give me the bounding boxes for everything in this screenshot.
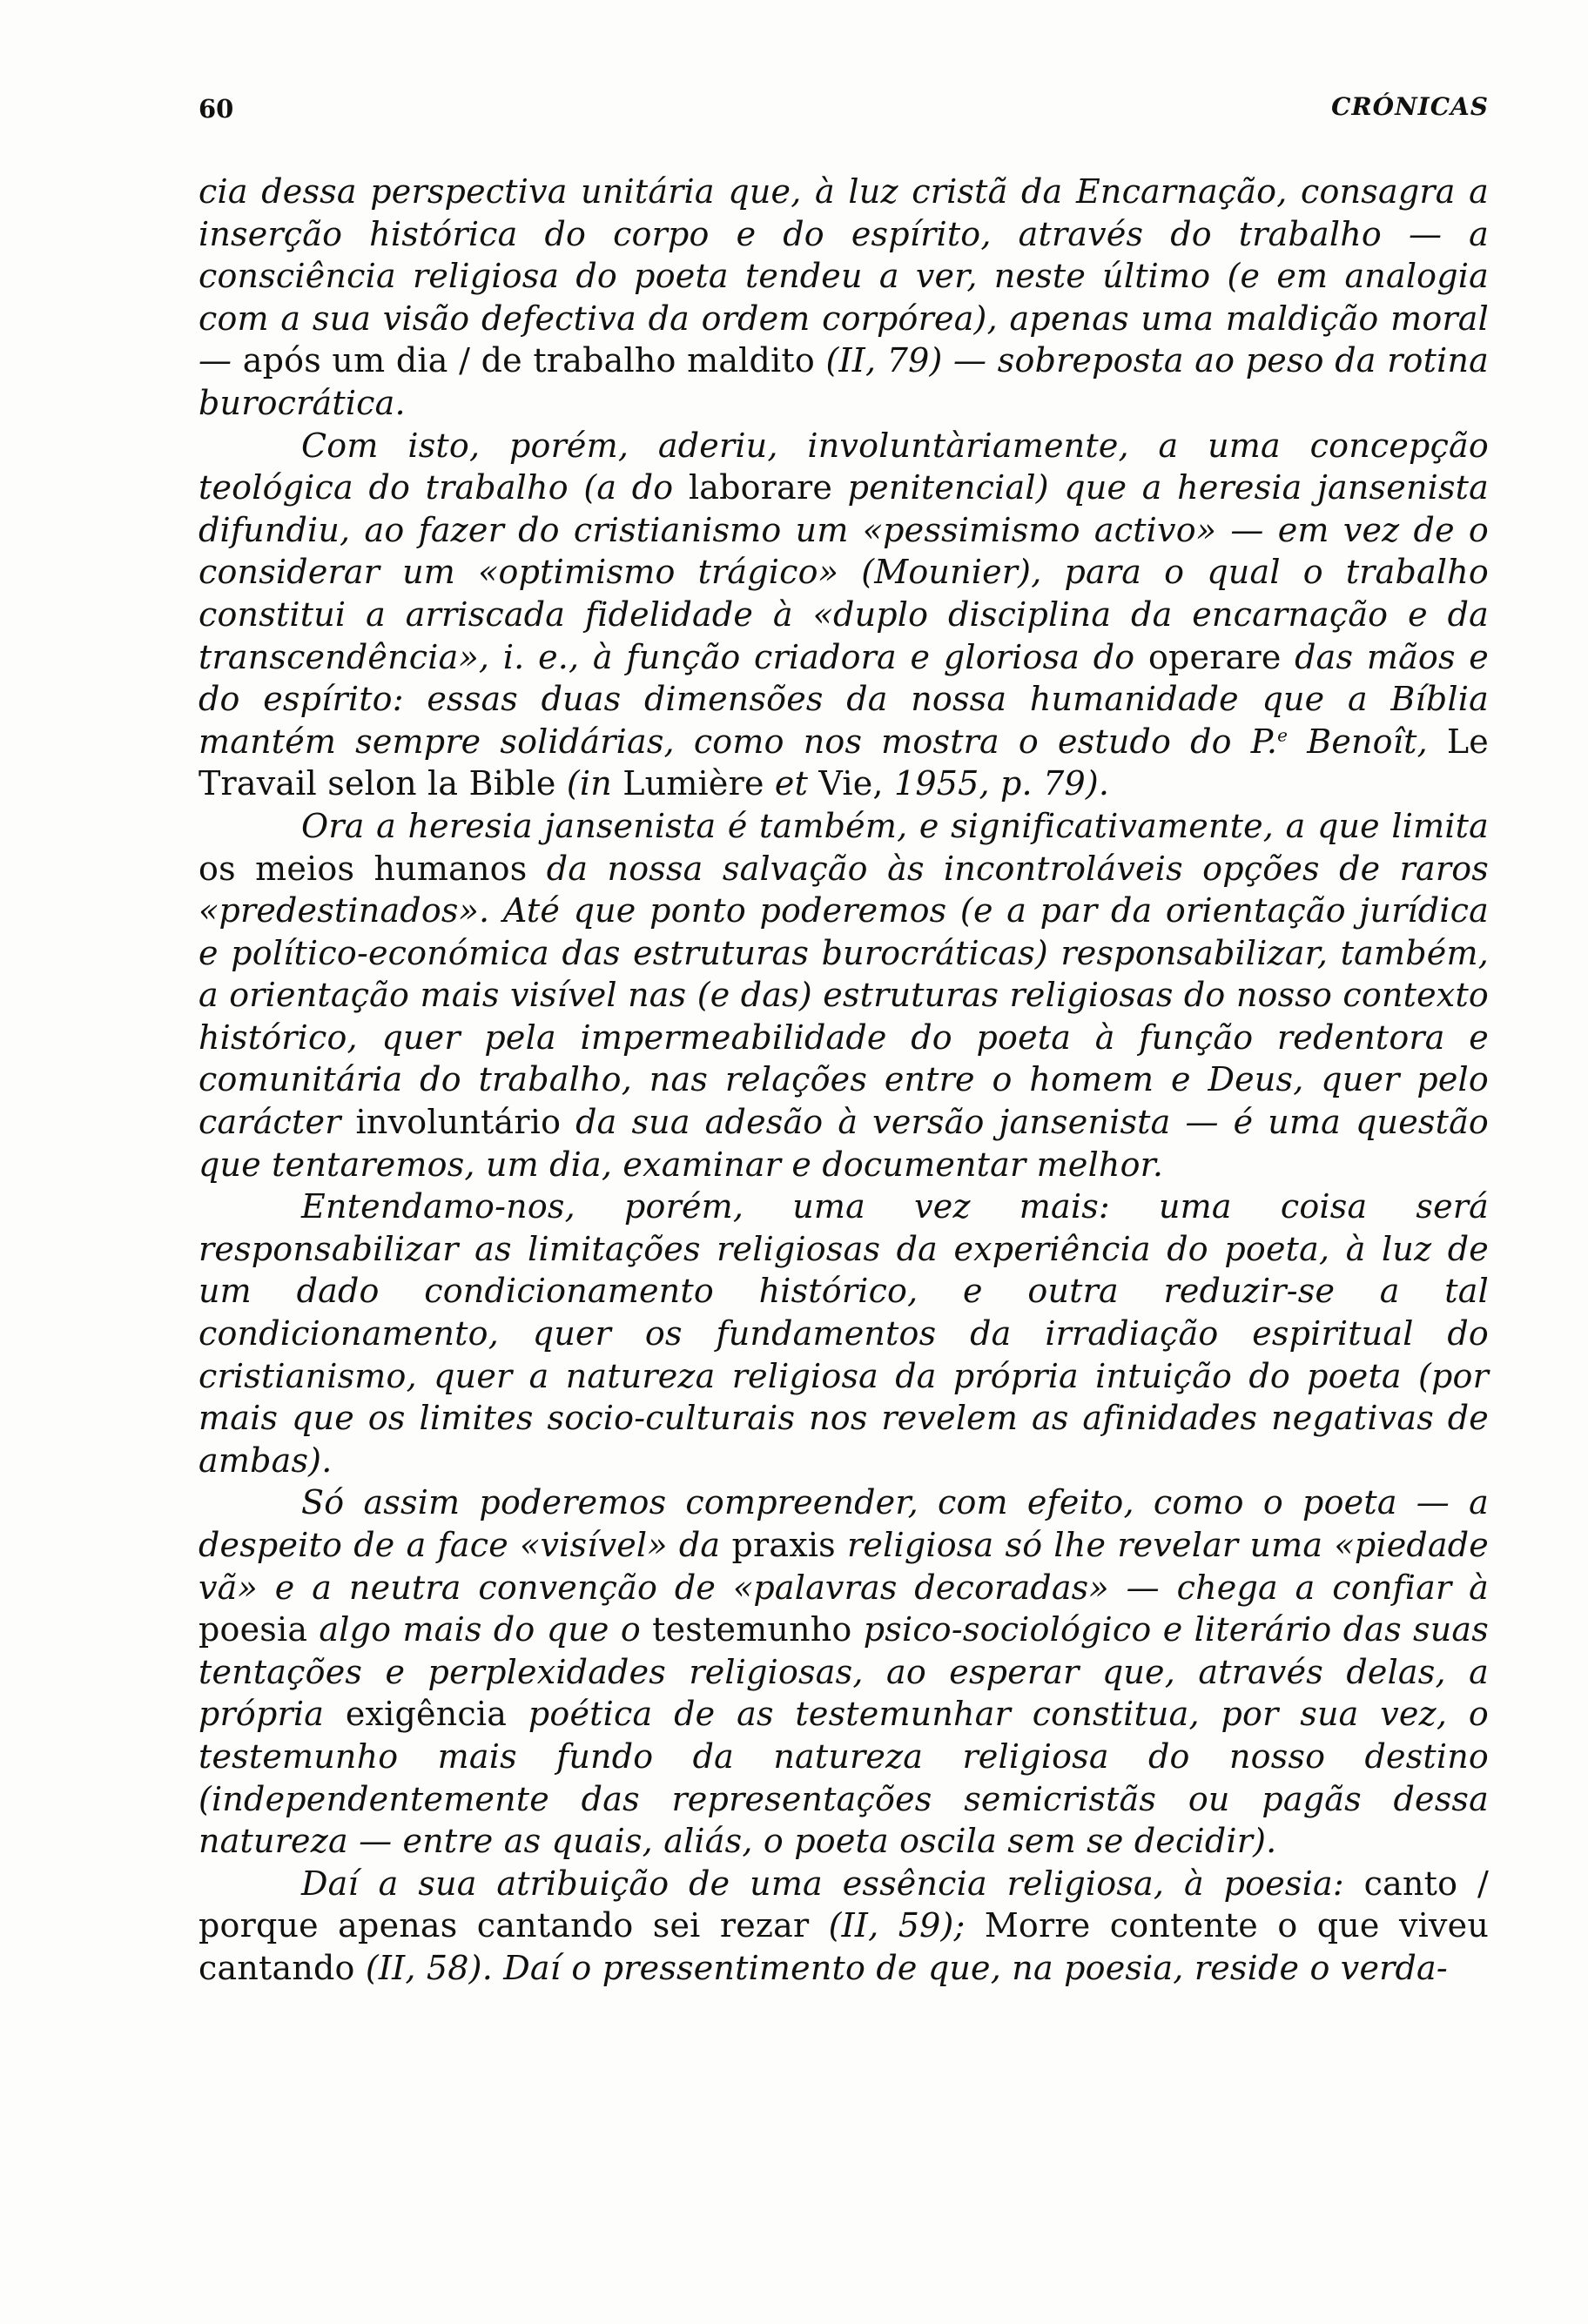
paragraph [198,1481,1489,1862]
italic-run: Com isto, porém, aderiu, involuntàriamente, a uma concepção teológica do trabalho (a do [198,426,1489,507]
italic-run: Só assim poderemos compreender, com efeito, como o poeta — a despeito de a face «visível» da [198,1483,1489,1564]
italic-run: Entendamo-nos, porém, uma vez mais: uma coisa será responsabilizar as limitações religiosas da experiência do poeta, à luz de um dado condicionamento histórico, e outra reduzir-se a tal condicionamento, quer os fundamentos da irradiação espiritual do cristianismo, quer a natureza religiosa da própria intuição do poeta (por mais que os limites socio-culturais nos revelem as afinidades negativas de ambas). [198,1187,1489,1480]
italic-run: da sua adesão à versão jansenista — é uma questão que tentaremos, um dia, examinar e documentar melhor. [198,1103,1489,1184]
paragraph [198,1186,1489,1481]
upright-run: após um dia / de trabalho maldito [242,341,815,380]
italic-run: (II, 59); [809,1906,985,1945]
italic-run: poética de as testemunhar constitua, por sua vez, o testemunho mais fundo da natureza religiosa do nosso destino (independentemente das representações semicristãs ou pagãs dessa natureza — entre as quais, aliás, o poeta oscila sem se decidir). [198,1695,1489,1861]
upright-run: poesia [198,1610,308,1649]
paragraph [198,171,1489,425]
page-header [198,87,1489,139]
upright-run: testemunho [652,1610,852,1649]
page-number: 60 [198,94,234,124]
upright-run: laborare [688,468,833,507]
italic-run: cia dessa perspectiva unitária que, à luz cristã da Encarnação, consagra a inserção histórica do corpo e do espírito, através do trabalho — a consciência religiosa do poeta tendeu a ver, neste último (e em analogia com a sua visão defectiva da ordem corpórea), apenas uma maldição moral — [198,172,1489,380]
italic-run: algo mais do que o [307,1610,653,1649]
italic-run: Benoît, [1288,722,1447,761]
paragraph [198,805,1489,1186]
italic-run: religiosa só lhe revelar uma «piedade vã» e a neutra convenção de «palavras decoradas» — chega a confiar à [198,1526,1489,1607]
upright-run: canto / porque apenas cantando sei rezar [198,1864,1489,1945]
italic-run: (II, 58). Daí o pressentimento de que, na poesia, reside o verda- [354,1948,1448,1987]
upright-run: exigência [345,1695,508,1734]
running-title: CRÓNICAS [1331,92,1489,121]
italic-run: da nossa salvação às incontroláveis opções de raros «predestinados». Até que ponto poderemos (e a par da orientação jurídica e político-económica das estruturas burocráticas) responsabilizar, também, a orientação mais visível nas (e das) estruturas religiosas do nosso contexto histórico, quer pela impermeabilidade do poeta à função redentora e comunitária do trabalho, nas relações entre o homem e Deus, quer pelo carácter [198,849,1489,1142]
paragraph [198,1863,1489,1990]
upright-run: Vie, [818,764,884,803]
upright-run: operare [1147,637,1282,676]
italic-run: et [764,764,819,803]
italic-run: 1955, p. 79). [883,764,1110,803]
body-text [198,171,1489,1990]
italic-run: psico-sociológico e literário das suas tentações e perplexidades religiosas, ao esperar que, através delas, a própria [198,1610,1489,1734]
italic-run: Daí a sua atribuição de uma essência religiosa, à poesia: [301,1864,1364,1903]
upright-run: praxis [731,1526,836,1564]
italic-run: penitencial) que a heresia jansenista difundiu, ao fazer do cristianismo um «pessimismo activo» — em vez de o considerar um «optimismo trágico» (Mounier), para o qual o trabalho constitui a arriscada fidelidade à «duplo disciplina da encarnação e da transcendência», i. e., à função criadora e gloriosa do [198,468,1490,676]
italic-run: (in [555,764,623,803]
upright-run: involuntário [355,1103,562,1142]
upright-run: Le Travail selon la Bible [198,722,1489,803]
italic-run: das mãos e do espírito: essas duas dimensões da nossa humanidade que a Bíblia mantém sempre solidárias, como nos mostra o estudo do P. [198,637,1489,761]
italic-run: Ora a heresia jansenista é também, e significativamente, a que limita [301,806,1489,845]
italic-run: e [1277,724,1289,746]
paragraph [198,425,1489,805]
upright-run: Morre contente o que viveu cantando [198,1906,1489,1987]
upright-run: Lumière [622,764,764,803]
italic-run: (II, 79) — sobreposta ao peso da rotina burocrática. [198,341,1489,422]
upright-run: os meios humanos [198,849,528,888]
